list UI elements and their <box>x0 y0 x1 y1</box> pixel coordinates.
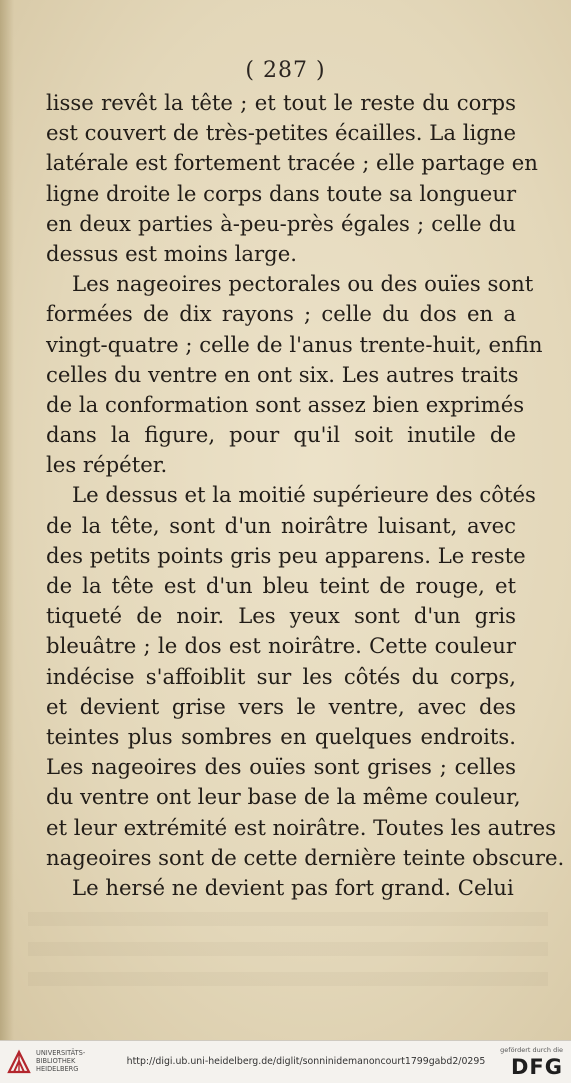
text-line: formées de dix rayons ; celle du dos en a <box>46 301 516 327</box>
viewer-footer <box>0 1040 571 1083</box>
text-line: de la conformation sont assez bien exprimés <box>46 391 525 417</box>
bleed-through-shadow <box>28 912 548 1002</box>
text-line: vingt-quatre ; celle de l'anus trente-huit, enfin <box>46 331 543 357</box>
text-line: indécise s'affoiblit sur les côtés du corps, <box>46 663 516 689</box>
university-library-logo-icon <box>6 1049 32 1075</box>
text-line: Le hersé ne devient pas fort grand. Celui <box>72 874 514 900</box>
text-line: de la tête est d'un bleu teint de rouge, et <box>46 573 516 598</box>
page-number: ( 287 ) <box>245 58 326 83</box>
text-line: Les nageoires pectorales ou des ouïes sont <box>72 271 534 297</box>
text-line: latérale est fortement tracée ; elle partage en <box>46 150 538 176</box>
text-line: est couvert de très-petites écailles. La ligne <box>46 120 516 146</box>
text-line: les répéter. <box>46 452 168 478</box>
funder-caption: gefördert durch die <box>500 1046 563 1054</box>
text-line: des petits points gris peu apparens. Le reste <box>46 542 526 568</box>
text-line: de la tête, sont d'un noirâtre luisant, avec <box>46 512 516 538</box>
text-line: en deux parties à-peu-près égales ; celle du <box>46 210 516 236</box>
text-line: ligne droite le corps dans toute sa longueur <box>46 180 517 206</box>
text-line: tiqueté de noir. Les yeux sont d'un gris <box>46 603 516 629</box>
text-line: dessus est moins large. <box>46 240 298 266</box>
text-line: dans la figure, pour qu'il soit inutile de <box>46 422 516 448</box>
text-line: Les nageoires des ouïes sont grises ; celles <box>46 754 516 780</box>
dfg-logo-icon: DFG <box>510 1055 563 1079</box>
text-line: nageoires sont de cette dernière teinte obscure. <box>46 844 565 870</box>
text-line: celles du ventre en ont six. Les autres traits <box>46 361 519 387</box>
page-gutter-shadow <box>0 0 14 1040</box>
text-line: teintes plus sombres en quelques endroits. <box>46 723 516 749</box>
text-line: Le dessus et la moitié supérieure des côtés <box>72 482 536 508</box>
text-line: et devient grise vers le ventre, avec des <box>46 693 516 719</box>
permalink-url[interactable]: http://digi.ub.uni-heidelberg.de/diglit/sonninidemanoncourt1799gabd2/0295 <box>126 1056 486 1067</box>
body-text <box>46 88 565 903</box>
library-name: UNIVERSITÄTS- BIBLIOTHEK HEIDELBERG <box>36 1049 86 1073</box>
text-line: lisse revêt la tête ; et tout le reste du corps <box>46 90 516 115</box>
text-line: et leur extrémité est noirâtre. Toutes les autres <box>46 814 556 840</box>
text-line: bleuâtre ; le dos est noirâtre. Cette couleur <box>46 633 516 659</box>
text-line: du ventre ont leur base de la même couleur, <box>46 784 521 810</box>
